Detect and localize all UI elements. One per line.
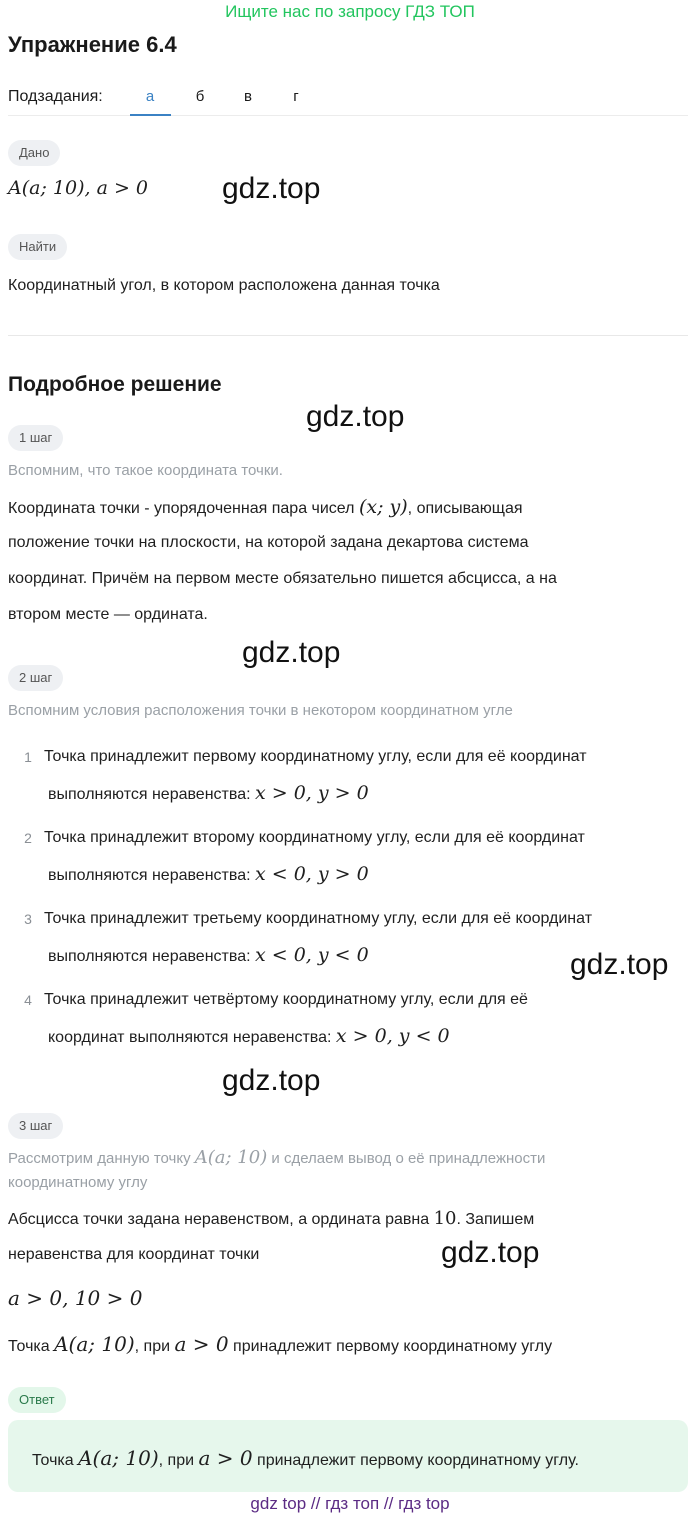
answer-text: [32, 1440, 579, 1479]
list-item-4-line2: [48, 1018, 450, 1056]
step3-hint: [8, 1146, 698, 1171]
step3-chip-wrap: [8, 1113, 63, 1139]
list-item-4-line1: Точка принадлежит четвёртому координатному углу, если для её: [44, 991, 528, 1008]
find-section: [8, 234, 67, 260]
step1-line4: втором месте — ордината.: [8, 606, 208, 623]
step1-hint: Вспомним, что такое координата точки.: [8, 462, 283, 479]
list-item-3-number: 3: [24, 911, 32, 927]
step3-line1-a: Абсцисса точки задана неравенством, а ордината равна: [8, 1211, 434, 1228]
step2-hint: Вспомним условия расположения точки в некотором координатном угле: [8, 702, 513, 719]
find-chip: Найти: [8, 234, 67, 260]
watermark-6: gdz.top: [441, 1236, 540, 1269]
find-text: Координатный угол, в котором расположена данная точка: [8, 277, 440, 294]
answer-c: принадлежит первому координатному углу.: [252, 1452, 579, 1469]
list-item-2-math: x < 0, y > 0: [254, 863, 369, 885]
list-item-3-text: выполняются неравенства:: [48, 948, 255, 965]
step3-concl-a: Точка: [8, 1338, 55, 1355]
answer-a: Точка: [32, 1452, 79, 1469]
answer-chip-wrap: [8, 1387, 66, 1413]
step3-line1-b: . Запишем: [456, 1211, 535, 1228]
section-divider: [8, 335, 688, 336]
answer-math2: a > 0: [198, 1446, 253, 1470]
watermark-4: gdz.top: [570, 948, 669, 981]
step3-conclusion: [8, 1326, 698, 1365]
tab-b[interactable]: б: [195, 88, 205, 105]
given-section: [8, 140, 60, 166]
step3-concl-b: , при: [134, 1338, 175, 1355]
step3-inequalities: a > 0, 10 > 0: [8, 1286, 143, 1310]
list-item-4-text: координат выполняются неравенства:: [48, 1029, 336, 1046]
list-item-1-line1: Точка принадлежит первому координатному углу, если для её координат: [44, 748, 587, 765]
tab-v[interactable]: в: [244, 88, 252, 105]
step3-concl-math2: a > 0: [174, 1332, 229, 1356]
tab-a[interactable]: а: [145, 88, 155, 105]
answer-b: , при: [158, 1452, 199, 1469]
step1-line2: положение точки на плоскости, на которой задана декартова система: [8, 534, 529, 551]
footer-links: gdz top // гдз топ // гдз top: [250, 1494, 450, 1513]
active-tab-indicator: [130, 114, 171, 116]
watermark-2: gdz.top: [306, 400, 405, 433]
step3-line1-math: 10: [433, 1208, 457, 1229]
list-item-4-math: x > 0, y < 0: [335, 1025, 450, 1047]
tab-g[interactable]: г: [293, 88, 299, 105]
subtasks-label: Подзадания:: [8, 88, 103, 105]
answer-chip: Ответ: [8, 1387, 66, 1413]
step3-chip: 3 шаг: [8, 1113, 63, 1139]
list-item-2-line2: [48, 856, 369, 894]
step1-line1-math: (x; y): [358, 496, 408, 518]
step3-hint-math: A(a; 10): [194, 1147, 268, 1168]
list-item-1-text: выполняются неравенства:: [48, 786, 255, 803]
list-item-1-line2: [48, 775, 369, 813]
step3-concl-c: принадлежит первому координатному углу: [228, 1338, 553, 1355]
step2-chip: 2 шаг: [8, 665, 63, 691]
step2-chip-wrap: [8, 665, 63, 691]
list-item-1-math: x > 0, y > 0: [254, 782, 369, 804]
tabs-divider: [8, 115, 688, 116]
step3-line1: [8, 1201, 698, 1238]
solution-title: Подробное решение: [8, 373, 222, 396]
watermark-3: gdz.top: [242, 636, 341, 669]
given-math: A(a; 10), a > 0: [8, 177, 148, 199]
step3-hint-line2: координатному углу: [8, 1174, 148, 1191]
step3-hint-a: Рассмотрим данную точку: [8, 1150, 195, 1167]
step1-line1-a: Координата точки - упорядоченная пара чисел: [8, 500, 359, 517]
step1-chip-wrap: [8, 425, 63, 451]
list-item-3-math: x < 0, y < 0: [254, 944, 369, 966]
step3-line2: неравенства для координат точки: [8, 1246, 260, 1263]
list-item-3-line1: Точка принадлежит третьему координатному углу, если для её координат: [44, 910, 593, 927]
page-title: Упражнение 6.4: [8, 32, 177, 57]
list-item-2-line1: Точка принадлежит второму координатному углу, если для её координат: [44, 829, 585, 846]
list-item-3-line2: [48, 937, 369, 975]
step3-concl-math1: A(a; 10): [54, 1332, 135, 1356]
answer-math1: A(a; 10): [78, 1446, 159, 1470]
step1-line1-b: , описывающая: [407, 500, 523, 517]
top-banner: Ищите нас по запросу ГДЗ ТОП: [225, 2, 475, 21]
watermark-1: gdz.top: [222, 172, 321, 205]
step1-chip: 1 шаг: [8, 425, 63, 451]
list-item-1-number: 1: [24, 749, 32, 765]
step1-line1: [8, 489, 698, 527]
step1-line3: координат. Причём на первом месте обязательно пишется абсцисса, а на: [8, 570, 557, 587]
list-item-2-text: выполняются неравенства:: [48, 867, 255, 884]
step3-hint-b: и сделаем вывод о её принадлежности: [267, 1150, 546, 1167]
given-chip: Дано: [8, 140, 60, 166]
watermark-5: gdz.top: [222, 1064, 321, 1097]
list-item-2-number: 2: [24, 830, 32, 846]
list-item-4-number: 4: [24, 992, 32, 1008]
